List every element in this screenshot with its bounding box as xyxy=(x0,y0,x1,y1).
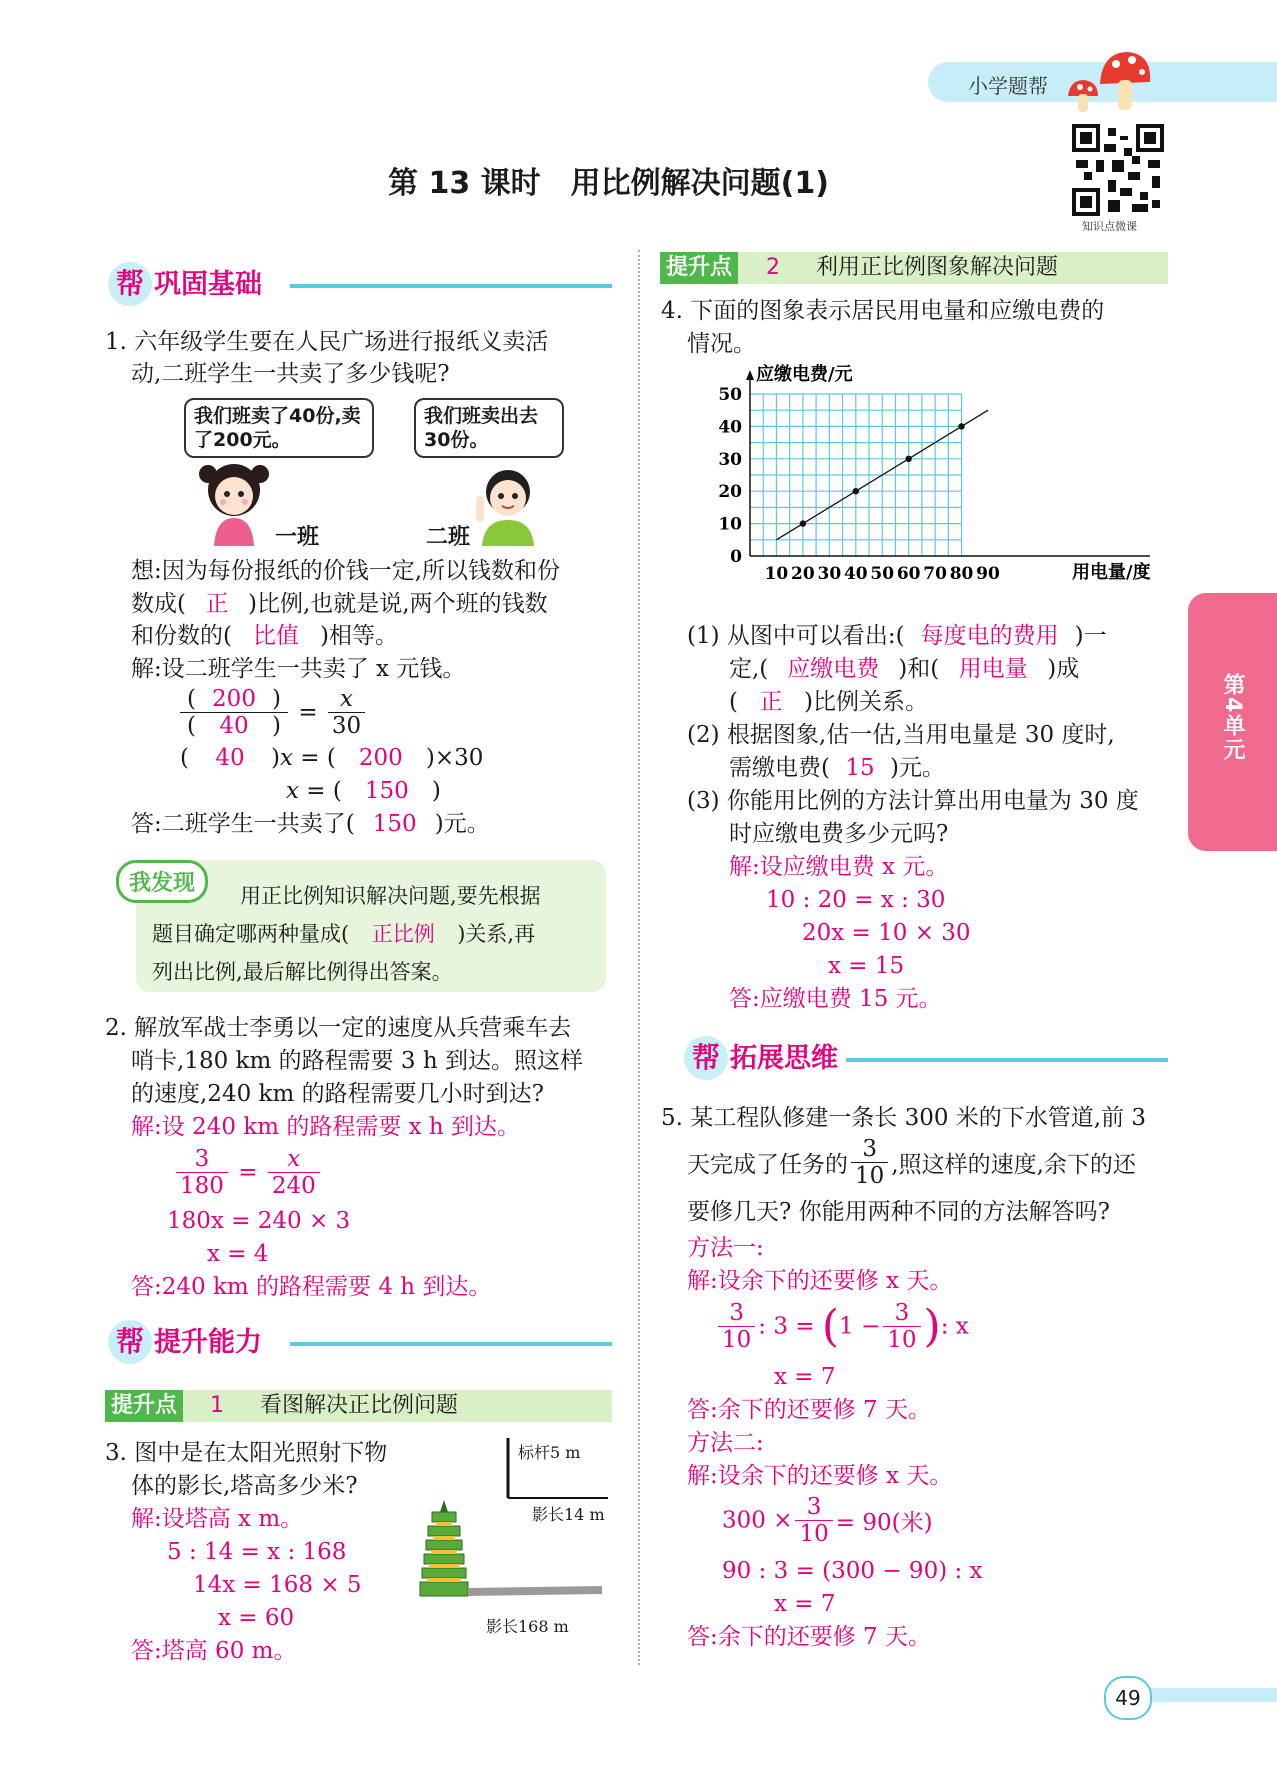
x-tick-label: 10 xyxy=(764,564,789,584)
q4-stem-line1: 4. 下面的图象表示居民用电量和应缴电费的 xyxy=(661,298,1105,324)
text: ,照这样的速度,余下的还 xyxy=(891,1152,1136,1178)
q1-solution-set: 解:设二班学生一共卖了 x 元钱。 xyxy=(131,656,466,682)
q5-method1-label: 方法一: xyxy=(687,1235,764,1261)
fraction: $\frac{( 200 )}{( 40 )}$ xyxy=(180,686,288,739)
denominator: 10 xyxy=(799,1521,829,1547)
text: 1 − xyxy=(839,1313,881,1340)
y-tick-label: 0 xyxy=(730,547,742,567)
q4-equation-result: x = 15 xyxy=(828,953,905,979)
numerator: 3 xyxy=(795,1494,832,1521)
numerator: x xyxy=(328,686,365,713)
y-tick-label: 10 xyxy=(718,514,742,535)
q4-part1-line3 xyxy=(729,686,928,718)
q5-method1-result: x = 7 xyxy=(774,1364,836,1390)
q4-stem-line2: 情况。 xyxy=(687,331,756,357)
data-point xyxy=(853,488,859,494)
text: )关系,再 xyxy=(457,922,536,946)
q1-think-line1: 想:因为每份报纸的价钱一定,所以钱数和份 xyxy=(131,558,561,584)
q3-stem-line1: 3. 图中是在太阳光照射下物 xyxy=(105,1440,388,1466)
fraction xyxy=(718,1300,755,1353)
bubble-text: 我们班卖了40份,卖了200元。 xyxy=(194,405,361,451)
answer-blank: 150 xyxy=(372,811,417,837)
class2-label: 二班 xyxy=(426,525,471,550)
denominator: 10 xyxy=(722,1327,752,1353)
denominator: 180 xyxy=(180,1173,224,1199)
text: 题目确定哪两种量成( xyxy=(152,922,350,946)
tisheng-text: 看图解决正比例问题 xyxy=(260,1393,459,1418)
pole-label: 标杆5 m xyxy=(518,1443,581,1462)
text: )比例关系。 xyxy=(803,689,928,715)
answer-blank: 40 xyxy=(215,745,245,771)
q2-stem-line1: 2. 解放军战士李勇以一定的速度从兵营乘车去 xyxy=(105,1015,572,1041)
text: 天完成了任务的 xyxy=(687,1152,848,1178)
q5-stem-line2 xyxy=(687,1136,1136,1189)
page-number: 49 xyxy=(1115,1686,1141,1710)
q2-stem-line2: 哨卡,180 km 的路程需要 3 h 到达。照这样 xyxy=(131,1048,583,1074)
q3-equation-step: 14x = 168 × 5 xyxy=(193,1572,362,1598)
denominator: 10 xyxy=(887,1327,917,1353)
q3-stem-line2: 体的影长,塔高多少米? xyxy=(131,1473,358,1499)
answer-blank: 150 xyxy=(364,778,409,804)
q5-method1-set: 解:设余下的还要修 x 天。 xyxy=(687,1268,953,1294)
q2-answer: 答:240 km 的路程需要 4 h 到达。 xyxy=(131,1274,492,1300)
fraction xyxy=(851,1136,888,1189)
numerator: 3 xyxy=(718,1300,755,1327)
discover-line2 xyxy=(152,918,535,950)
denominator: 240 xyxy=(271,1173,316,1199)
data-point xyxy=(905,456,911,462)
x-tick-label: 40 xyxy=(843,564,868,584)
numerator: 3 xyxy=(176,1146,228,1173)
q5-method2-answer: 答:余下的还要修 7 天。 xyxy=(687,1624,932,1650)
q2-equation-result: x = 4 xyxy=(207,1241,269,1267)
boy-illustration xyxy=(468,456,546,548)
y-tick-label: 50 xyxy=(718,385,742,405)
text: 需缴电费( xyxy=(729,755,830,781)
text: )元。 xyxy=(434,811,490,837)
discover-tag: 我发现 xyxy=(116,860,208,903)
answer-blank: 用电量 xyxy=(958,656,1028,682)
answer-blank: 应缴电费 xyxy=(787,656,880,682)
text: ( xyxy=(729,689,738,715)
data-point xyxy=(800,520,806,526)
equals-sign: = xyxy=(238,1159,258,1186)
chart-grid xyxy=(750,394,962,556)
x-tick-label: 80 xyxy=(949,564,974,584)
tower-illustration xyxy=(406,1498,606,1608)
q1-equation-result: x = ( 150 ) xyxy=(286,775,441,807)
q2-stem-line3: 的速度,240 km 的路程需要几小时到达? xyxy=(131,1081,544,1107)
q2-equation-step: 180x = 240 × 3 xyxy=(167,1208,351,1234)
unit-side-tab xyxy=(1188,593,1277,851)
q2-proportion xyxy=(176,1146,323,1199)
y-tick-label: 30 xyxy=(718,449,742,470)
bang-badge: 帮 xyxy=(108,262,152,306)
answer-blank: 200 xyxy=(358,745,403,771)
answer-blank: 正 xyxy=(759,689,783,715)
discover-line3: 列出比例,最后解比例得出答案。 xyxy=(152,960,453,984)
text: )比例,也就是说,两个班的钱数 xyxy=(247,591,548,617)
x-tick-label: 60 xyxy=(896,564,921,584)
q4-part3-line2: 时应缴电费多少元吗? xyxy=(729,821,949,847)
speech-bubble-class1 xyxy=(184,398,374,458)
denominator: 30 xyxy=(331,713,362,739)
page-title: 第 13 课时 用比例解决问题(1) xyxy=(388,166,829,201)
x-tick-label: 30 xyxy=(817,564,842,584)
tisheng-number: 1 xyxy=(210,1393,224,1418)
qr-caption: 知识点微课 xyxy=(1082,220,1137,233)
q1-proportion-fraction xyxy=(180,686,368,739)
q5-method2-step1 xyxy=(722,1494,933,1547)
q5-method2-proportion: 90 : 3 = (300 − 90) : x xyxy=(722,1558,983,1584)
text: )元。 xyxy=(889,755,945,781)
fraction xyxy=(883,1300,920,1353)
section-extend-header xyxy=(684,1036,838,1080)
unit-side-tab-text: 第4单元 xyxy=(1220,673,1245,763)
girl-illustration xyxy=(196,456,274,548)
section-consolidate-header xyxy=(108,262,262,306)
answer-blank: 正 xyxy=(205,591,229,617)
fraction xyxy=(268,1146,320,1199)
bang-badge: 帮 xyxy=(108,1320,152,1364)
section-bar xyxy=(846,1058,1168,1062)
q4-answer: 答:应缴电费 15 元。 xyxy=(729,986,942,1012)
q1-equation-step: ( 40 )x = ( 200 )×30 xyxy=(180,742,483,774)
electricity-chart xyxy=(700,360,1160,595)
q3-solution-set: 解:设塔高 x m。 xyxy=(131,1506,304,1532)
denominator: 10 xyxy=(855,1163,885,1189)
text: 和份数的( xyxy=(131,623,232,649)
tisheng-label: 提升点 xyxy=(660,252,738,284)
text: : 3 = xyxy=(758,1313,822,1340)
shadow1-label: 影长14 m xyxy=(532,1505,605,1524)
answer-blank: 15 xyxy=(845,755,875,781)
mushroom-icon xyxy=(1062,44,1152,114)
answer-blank: 比值 xyxy=(252,623,299,649)
answer-blank: 40 xyxy=(219,713,249,739)
shadow2-label: 影长168 m xyxy=(486,1617,569,1636)
fraction xyxy=(176,1146,228,1199)
y-tick-label: 20 xyxy=(718,482,742,503)
q1-answer xyxy=(131,808,490,840)
q1-think-line3 xyxy=(131,620,398,652)
y-axis-label: 应缴电费/元 xyxy=(756,364,853,385)
equals-sign: = xyxy=(298,699,318,726)
right-paren: ) xyxy=(923,1301,941,1352)
q5-method2-label: 方法二: xyxy=(687,1430,764,1456)
brand-label: 小学题帮 xyxy=(968,74,1048,98)
section-bar xyxy=(290,1342,612,1346)
numerator: 3 xyxy=(883,1300,920,1327)
numerator: 3 xyxy=(851,1136,888,1163)
fraction xyxy=(328,686,365,739)
qr-code-icon xyxy=(1072,124,1164,216)
q2-solution-set: 解:设 240 km 的路程需要 x h 到达。 xyxy=(131,1114,521,1140)
left-paren: ( xyxy=(821,1301,840,1352)
text: )相等。 xyxy=(319,623,398,649)
tisheng-number: 2 xyxy=(766,255,780,280)
x-tick-label: 70 xyxy=(923,564,947,584)
q5-method1-answer: 答:余下的还要修 7 天。 xyxy=(687,1397,932,1423)
q4-solution-set: 解:设应缴电费 x 元。 xyxy=(729,854,949,880)
q3-proportion: 5 : 14 = x : 168 xyxy=(167,1539,347,1565)
text: 300 × xyxy=(722,1507,793,1534)
y-tick-label: 40 xyxy=(718,417,742,438)
text: = 90(米) xyxy=(835,1510,933,1536)
text: )成 xyxy=(1047,656,1080,682)
class1-label: 一班 xyxy=(275,525,320,550)
answer-blank: 每度电的费用 xyxy=(920,623,1059,649)
section-improve-header xyxy=(108,1320,262,1364)
text: )一 xyxy=(1074,623,1107,649)
tisheng-text: 利用正比例图象解决问题 xyxy=(816,255,1059,280)
bang-badge: 帮 xyxy=(684,1036,728,1080)
q4-equation-step: 20x = 10 × 30 xyxy=(802,920,971,946)
text: )和( xyxy=(898,656,940,682)
bubble-text: 我们班卖出去30份。 xyxy=(424,405,539,451)
x-tick-label: 20 xyxy=(791,564,815,584)
answer-blank: 正比例 xyxy=(371,922,435,946)
q4-proportion: 10 : 20 = x : 30 xyxy=(766,887,946,913)
discover-line1: 用正比例知识解决问题,要先根据 xyxy=(240,884,541,908)
x-tick-label: 90 xyxy=(976,564,1000,584)
text: 数成( xyxy=(131,591,186,617)
speech-bubble-class2 xyxy=(414,398,564,458)
x-axis-label: 用电量/度 xyxy=(1072,562,1151,583)
q4-part2-line2 xyxy=(729,752,945,784)
q5-stem-line3: 要修几天? 你能用两种不同的方法解答吗? xyxy=(687,1199,1110,1225)
page-number-badge xyxy=(1104,1676,1152,1720)
column-divider xyxy=(638,250,640,1665)
q1-stem-line2: 动,二班学生一共卖了多少钱呢? xyxy=(131,361,450,387)
section-bar xyxy=(290,284,612,288)
q3-answer: 答:塔高 60 m。 xyxy=(131,1638,297,1664)
q4-part3-line1: (3) 你能用比例的方法计算出用电量为 30 度 xyxy=(687,788,1139,814)
q1-stem-line1: 1. 六年级学生要在人民广场进行报纸义卖活 xyxy=(105,329,549,355)
data-point xyxy=(958,423,964,429)
q5-method2-result: x = 7 xyxy=(774,1591,836,1617)
section-title: 提升能力 xyxy=(154,1327,262,1358)
section-title: 巩固基础 xyxy=(154,269,262,300)
text: (1) 从图中可以看出:( xyxy=(687,623,905,649)
fraction xyxy=(795,1494,832,1547)
q1-think-line2 xyxy=(131,588,548,620)
q5-method1-proportion xyxy=(718,1300,969,1353)
q5-method2-set: 解:设余下的还要修 x 天。 xyxy=(687,1463,953,1489)
text: 答:二班学生一共卖了( xyxy=(131,811,355,837)
q3-equation-result: x = 60 xyxy=(218,1605,295,1631)
numerator: x xyxy=(268,1146,320,1173)
q4-part2-line1: (2) 根据图象,估一估,当用电量是 30 度时, xyxy=(687,722,1115,748)
q4-part1-line2 xyxy=(729,653,1079,685)
text: ×30 xyxy=(434,745,484,771)
q4-part1-line1 xyxy=(687,620,1107,652)
text: : x xyxy=(940,1313,969,1340)
answer-blank: 200 xyxy=(212,686,256,712)
tisheng-label: 提升点 xyxy=(105,1390,183,1422)
x-tick-label: 50 xyxy=(870,564,895,584)
section-title: 拓展思维 xyxy=(730,1043,838,1074)
text: 定,( xyxy=(729,656,769,682)
q5-stem-line1: 5. 某工程队修建一条长 300 米的下水管道,前 3 xyxy=(661,1105,1147,1131)
y-axis-arrow xyxy=(746,370,754,380)
